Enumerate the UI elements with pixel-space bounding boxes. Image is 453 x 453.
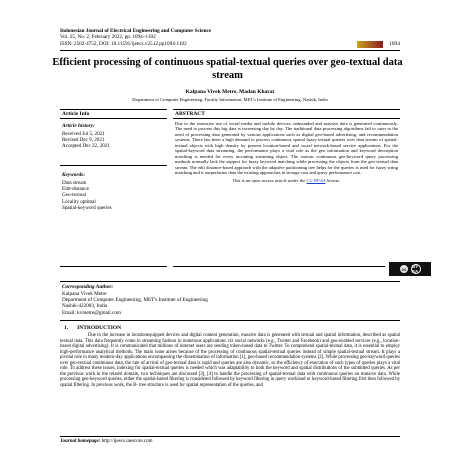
license-link[interactable]: CC BY-SA	[306, 177, 326, 183]
corresponding-name: Kalpana Vivek Metre	[62, 291, 107, 297]
section-title: INTRODUCTION	[77, 325, 122, 331]
corresponding-email: Email: kvmetre@gmail.com	[62, 309, 121, 316]
journal-header	[60, 28, 400, 48]
cc-icon: cc	[399, 264, 409, 274]
footer-divider	[60, 436, 400, 437]
corresponding-end-divider	[60, 320, 400, 321]
issn-row	[60, 41, 400, 48]
abstract-bottom-divider	[173, 266, 385, 267]
keywords-heading: Keywords:	[62, 172, 85, 178]
page-number: 1094	[389, 41, 400, 48]
abstract-heading: ABSTRACT	[173, 109, 400, 119]
keyword-item: Geo-textual	[62, 192, 87, 199]
keywords-block	[60, 166, 167, 211]
corresponding-dept: Department of Computer Engineering, MET's Institute of Engineering	[62, 297, 208, 304]
history-revised: Revised Dec 9, 2021	[62, 137, 105, 144]
paper-authors: Kalpana Vivek Metre, Madan Kharat	[185, 89, 275, 95]
corresponding-heading: Corresponding Author:	[62, 284, 114, 290]
keyword-item: Edit-distance	[62, 186, 89, 193]
corresponding-author-block	[60, 281, 400, 321]
cc-license-badge[interactable]	[389, 262, 431, 276]
section-number: 1.	[64, 325, 69, 331]
issn-doi: ISSN: 2502-4752, DOI: 10.11591/ijeecs.v25.i2.pp1094-1102	[60, 41, 187, 48]
paper-title: Efficient processing of continuous spatial-textual queries over geo-textual data stream	[52, 57, 403, 81]
keyword-item: Spatial-keyword queries	[62, 204, 112, 211]
article-info-column	[60, 109, 167, 211]
journal-logo-icon	[357, 41, 383, 48]
journal-volume: Vol. 25, No. 2, February 2022, pp. 1094~1102	[60, 34, 156, 41]
corresponding-divider	[60, 281, 400, 282]
abstract-column	[173, 109, 400, 183]
by-sa-icon: BY SA	[411, 264, 421, 274]
open-access-notice	[173, 178, 400, 183]
history-accepted: Accepted Dec 22, 2021	[62, 143, 110, 150]
abstract-text: Due to the extensive use of social media and mobile devices, unbounded and massive data is generated continuously. The need to process this big data is increasing day by day. The traditional data processing algorithms fail to cater to the need of processing data generated by various applications such as digital geo-based advertising, and recommendation systems. There has been a high demand to process continuous spatial fuzzy textual queries over data stream of spatial-textual objects with high density by present location-based and social network-based service applications. For the spatial-keyword data streaming, the performance plays a vital role as the geo information and keyword description matching is needed for every incoming streaming object. The various continuous geo-keyword query processing methods normally lack the support for fuzzy keyword matching while processing the objects from the geo-textual data stream. The edit distance-based approach with the adaptive partitioning tree helps for the queries is used for fuzzy string matching and it outperforms than the existing approaches in storage cost and query performance cost.	[175, 121, 398, 176]
header-divider	[60, 50, 400, 51]
history-received: Received Jul 5, 2021	[62, 131, 105, 137]
history-heading: Article history:	[62, 123, 95, 129]
introduction-text: Due to the increase in locationequipped devices and digital content generation, massive data is generated with textual and spatial information, described as spatial textual data. This data frequently come in streaming fashion in numerous applications viz social networks (e.g., Twitter and Facebook) and geo-enabled services (e.g., location-based digital advertising). It is communicated that millions of internet users are sending token-based data to Twitter. To comprehend spatial-textual data, it is essential to employ high-performance analytical methods. The main issue arises because of the processing of continuous spatial-textual queries instead of simple spatial-textual stream. It plays a pivotal role in many modern-day applications encompassing the dissemination of information [1], geo-based recommendation systems [2]. While processing geo-keyword queries over geo-textual continuous data, the rate of arrival of geo-textual data is rapid and queries are also dynamic, so the efficiency of execution of such types of queries plays a vital role. To address these issues, indexing for spatial-textual queries is needed which was adaptability to both the keyword and spatial distributions of the submitted queries. As per the previous work in the related domain, two techniques are discussed [3], [4] to handle the processing of spatial-textual data with continuous queries on massive data. While processing geo-keyword queries, either the spatial-based filtering is considered followed by keyword filtering in query workload or keyword-based filtering first then followed by spatial filtering. In previous work, the R- tree structure is used for spatial representation of the queries, and	[60, 333, 400, 388]
info-bottom-divider	[60, 266, 167, 267]
keyword-item: Locality optimal	[62, 198, 96, 205]
footer-label: Journal homepage	[60, 439, 99, 444]
open-access-suffix: license.	[325, 177, 341, 183]
open-access-prefix: This is an open access article under the	[232, 177, 307, 183]
article-history	[60, 123, 167, 166]
author-affiliation: Department of Computer Engineering, Faculty Information, MET's Institute of Engineering, Nashik, India	[132, 97, 328, 102]
footer-url[interactable]: http://ijeecs.iaescore.com	[101, 439, 153, 444]
introduction-heading	[64, 325, 121, 331]
corresponding-city: Nashik-422003, India	[62, 303, 108, 310]
page-footer: Journal homepage: http://ijeecs.iaescore.com	[60, 439, 153, 444]
journal-name: Indonesian Journal of Electrical Engineering and Computer Science	[60, 28, 212, 34]
keyword-item: Data stream	[62, 180, 87, 186]
article-info-heading: Article Info	[60, 109, 167, 119]
